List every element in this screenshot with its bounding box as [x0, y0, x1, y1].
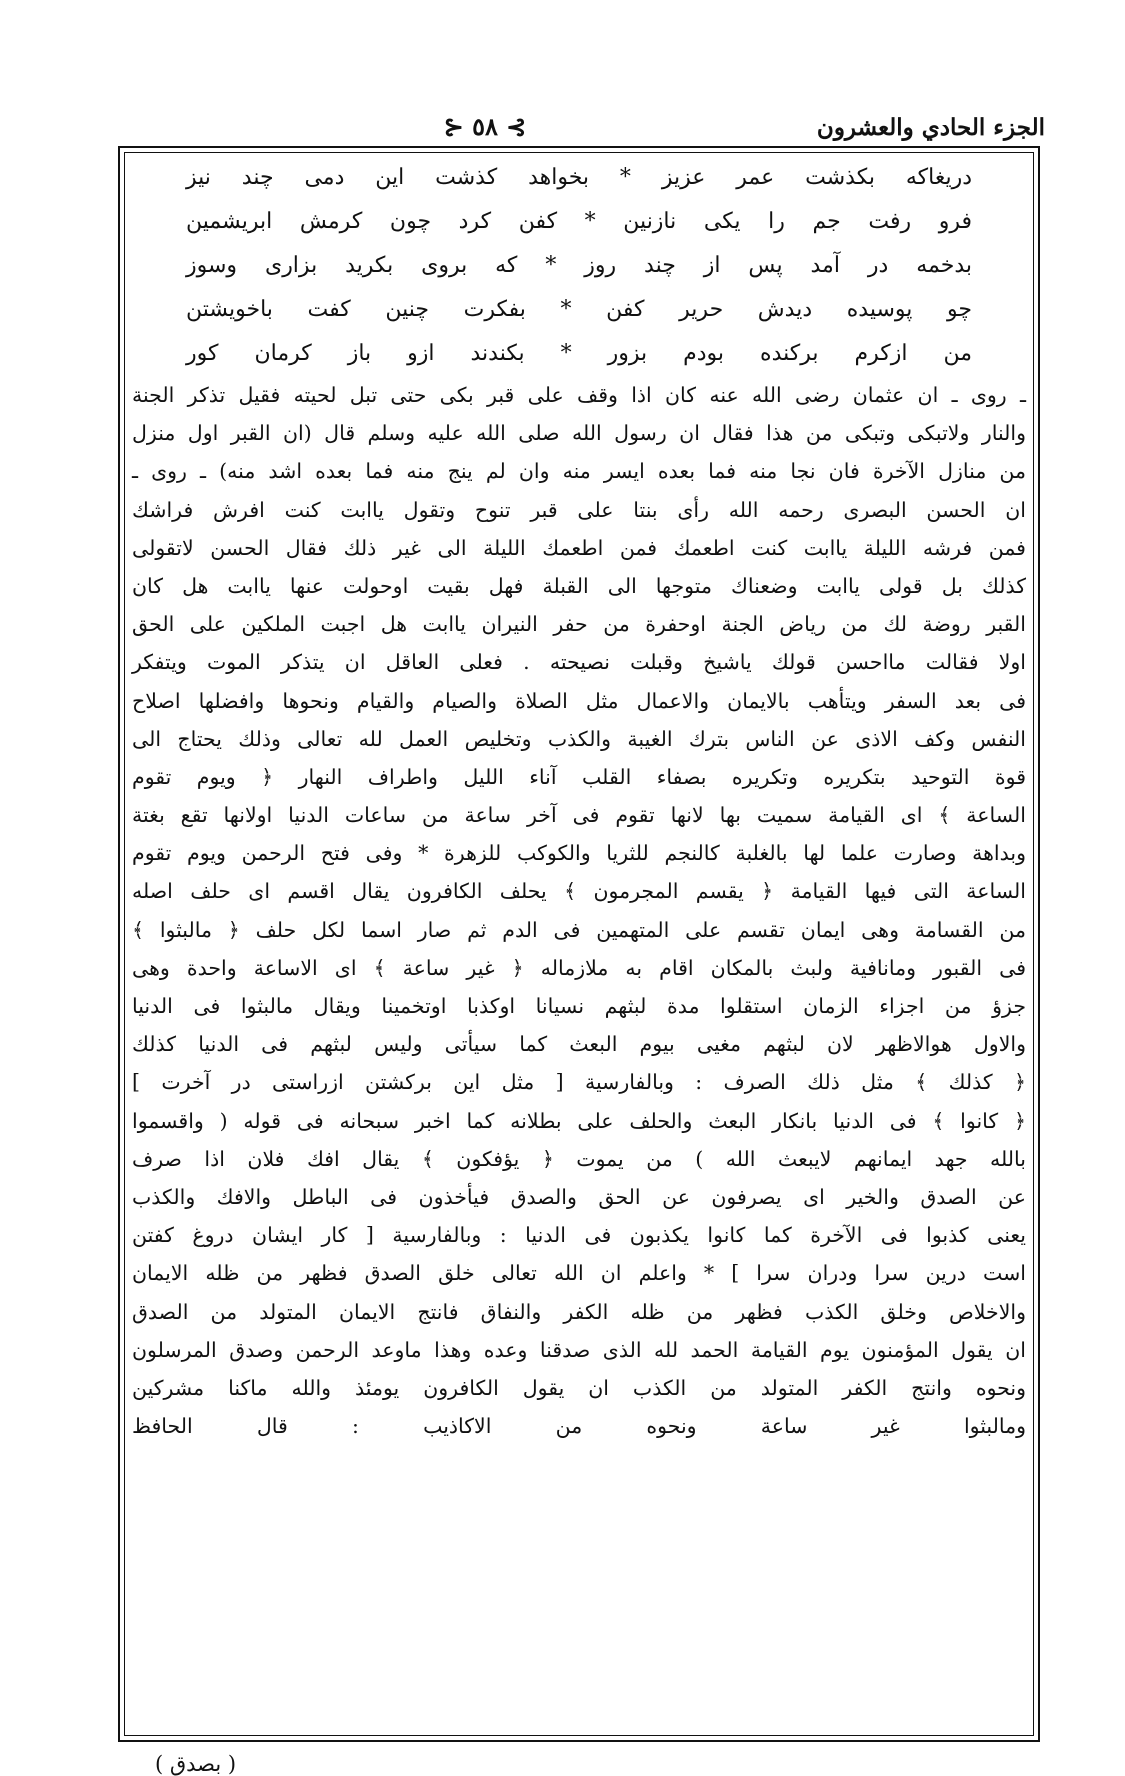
prose-line: فى بعد السفر ويتأهب بالايمان والاعمال مثل الصلاة والصيام والقيام ونحوها وافضلها اصلاح [132, 688, 1026, 713]
verse-line: چو پوسيده ديدش حرير كفن * بفكرت چنين كفت باخويشتن [186, 297, 972, 322]
prose-line: ﴿ كذلك ﴾ مثل ذلك الصرف : وبالفارسية [ مثل اين بركشتن ازراستى در آخرت ] [132, 1070, 1026, 1095]
page-content [128, 156, 1030, 1738]
prose-line: ـ روى ـ ان عثمان رضى الله عنه كان اذا وقف على قبر بكى حتى تبل لحيته فقيل تذكر الجنة [132, 383, 1026, 407]
prose-line: القبر روضة لك من رياض الجنة اوحفرة من حفر النيران ياابت هل اجبت الملكين على الحق [132, 612, 1026, 637]
prose-line: الساعة التى فيها القيامة ﴿ يقسم المجرمون ﴾ يحلف الكافرون يقال اقسم اى حلف اصله [132, 879, 1026, 904]
verse-line: فرو رفت جم را يكى نازنين * كفن كرد چون كرمش ابريشمين [186, 209, 972, 234]
prose-line: من منازل الآخرة فان نجا منه فما بعده ايسر منه وان لم ينج منه فما بعده اشد منه) ـ روى ـ [132, 459, 1026, 484]
prose-line: النفس وكف الاذى عن الناس بترك الغيبة والكذب وتخليص العمل لله تعالى وذلك يحتاج الى [132, 726, 1026, 751]
running-head [125, 112, 1045, 148]
prose-block [128, 376, 1030, 1445]
verse-line: من ازكرم بركنده بودم بزور * بكندند ازو باز كرمان كور [186, 341, 972, 366]
prose-line: ومالبثوا غير ساعة ونحوه من الاكاذيب : قال الحافظ [132, 1414, 1026, 1439]
prose-line: كذلك بل قولى ياابت وضعناك متوجها الى القبلة فهل بقيت اوحولت عنها ياابت هل كان [132, 573, 1026, 598]
prose-line: جزؤ من اجزاء الزمان استقلوا مدة لبثهم نسيانا اوكذبا اوتخمينا ويقال مالبثوا فى الدنيا [132, 994, 1026, 1018]
prose-line: ان يقول المؤمنون يوم القيامة الحمد لله الذى صدقنا وعده وهذا ماوعد الرحمن وصدق المرسلون [132, 1337, 1026, 1362]
prose-line: من القسامة وهى ايمان تقسم على المتهمين فى الدم ثم صار اسما لكل حلف ﴿ مالبثوا ﴾ [132, 917, 1026, 942]
verse-line: بدخمه در آمد پس از چند روز * كه بروى بكريد بزارى وسوز [186, 253, 972, 278]
prose-line: عن الصدق والخير اى يصرفون عن الحق والصدق فيأخذون فى الباطل والافك والكذب [132, 1184, 1026, 1209]
prose-line: يعنى كذبوا فى الآخرة كما كانوا يكذبون فى الدنيا : وبالفارسية [ كار ايشان دروغ كفتن [132, 1223, 1026, 1248]
prose-line: والنار ولاتبكى وتبكى من هذا فقال ان رسول الله صلى الله عليه وسلم قال (ان القبر اول منزل [132, 421, 1026, 446]
prose-line: ان الحسن البصرى رحمه الله رأى بنتا على قبر تنوح وتقول ياابت كنت افرش فراشك [132, 497, 1026, 522]
prose-line: اولا فقالت مااحسن قولك ياشيخ وقبلت نصيحته . فعلى العاقل ان يتذكر الموت ويتفكر [132, 650, 1026, 675]
prose-line: والاخلاص وخلق الكذب فظهر من ظله الكفر والنفاق فانتج الايمان المتولد من الصدق [132, 1299, 1026, 1324]
part-title: الجزء الحادي والعشرون [816, 114, 1045, 141]
page-number: ⊱ ٥٨ ⊰ [443, 112, 527, 141]
catchword: ( بصدق ) [155, 1752, 237, 1776]
prose-line: وبداهة وصارت علما لها بالغلبة كالنجم للثريا والكوكب للزهرة * وفى فتح الرحمن ويوم تقوم [132, 841, 1026, 866]
prose-line: فمن فرشه الليلة ياابت كنت اطعمك فمن اطعمك الليلة الى غير ذلك فقال الحسن لاتقولى [132, 535, 1026, 560]
prose-line: است درين سرا ودران سرا ] * واعلم ان الله تعالى خلق الصدق فظهر من ظله الايمان [132, 1261, 1026, 1286]
prose-line: بالله جهد ايمانهم لايبعث الله ) من يموت ﴿ يؤفكون ﴾ يقال افك فلان اذا صرف [132, 1146, 1026, 1171]
verse-line: دريغاكه بكذشت عمر عزيز * بخواهد كذشت اين دمى چند نيز [186, 165, 972, 190]
prose-line: فى القبور ومانافية ولبث بالمكان اقام به ملازماله ﴿ غير ساعة ﴾ اى الاساعة واحدة وهى [132, 955, 1026, 980]
prose-line: الساعة ﴾ اى القيامة سميت بها لانها تقوم فى آخر ساعة من ساعات الدنيا اولانها تقع بغتة [132, 803, 1026, 828]
prose-line: قوة التوحيد بتكريره وتكريره بصفاء القلب آناء الليل واطراف النهار ﴿ ويوم تقوم [132, 764, 1026, 789]
prose-line: ونحوه وانتج الكفر المتولد من الكذب ان يقول الكافرون يومئذ والله ماكنا مشركين [132, 1375, 1026, 1400]
prose-line: والاول هوالاظهر لان لبثهم مغيى بيوم البعث كما سيأتى وليس لبثهم فى الدنيا كذلك [132, 1032, 1026, 1057]
verse-block [128, 156, 1030, 376]
prose-line: ﴿ كانوا ﴾ فى الدنيا بانكار البعث والحلف على بطلانه كما اخبر سبحانه فى قوله ( واقسموا [132, 1108, 1026, 1133]
